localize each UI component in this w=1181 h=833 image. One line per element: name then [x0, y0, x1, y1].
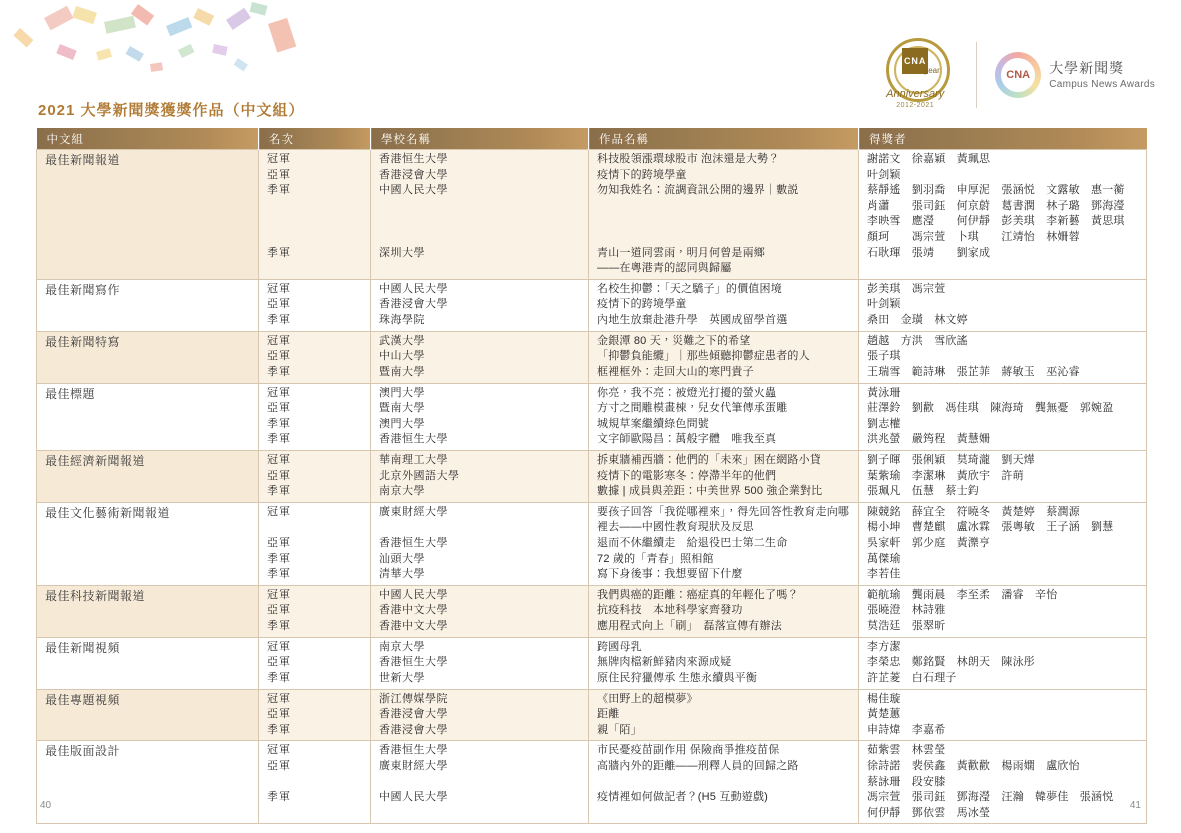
winners-cell-line: 蔡詠珊 段安膝 [867, 775, 946, 788]
table-row [37, 741, 1147, 824]
spacer-line [267, 199, 362, 215]
winners-cell-line: 石耿琿 張靖 劉家成 [867, 246, 991, 259]
winners-cell-line: 劉志權 [867, 417, 901, 430]
school-cell [371, 150, 589, 280]
work-cell-line: 金銀潭 80 天，災難之下的希望 [597, 334, 751, 347]
cna-badge-icon [995, 52, 1041, 98]
school-cell-line: 浙江傳媒學院 [379, 692, 448, 705]
category-cell: 最佳文化藝術新聞報道 [37, 502, 259, 585]
rank-cell-line: 季軍 [267, 552, 291, 565]
spacer-line [267, 520, 362, 536]
spacer-line [379, 775, 580, 791]
school-cell-line: 香港浸會大學 [379, 723, 448, 736]
column-header-winners: 得獎者 [859, 128, 1147, 150]
spacer-line [267, 806, 362, 822]
work-cell [589, 741, 859, 824]
winners-cell-line: 蔡靜遙 劉羽喬 申厚泥 張涵悦 文露敏 惠一蘅 [867, 184, 1125, 197]
rank-cell [259, 585, 371, 637]
spacer-line [597, 775, 850, 791]
work-cell [589, 383, 859, 450]
cna-logo-zh: 大學新聞獎 [1049, 59, 1125, 76]
rank-cell-line: 冠軍 [267, 692, 291, 705]
winners-cell-line: 叶剑颖 [867, 298, 901, 311]
rank-cell-line: 亞軍 [267, 537, 291, 550]
winners-cell-line: 李若佳 [867, 568, 901, 581]
category-cell: 最佳專題視頻 [37, 689, 259, 741]
winners-cell-line: 許芷菱 白石理子 [867, 671, 957, 684]
category-cell: 最佳新聞特寫 [37, 331, 259, 383]
spacer-line [867, 261, 1138, 277]
work-cell-line: 要孩子回答「我從哪裡來」，得先回答性教育走向哪 [597, 505, 850, 518]
school-cell-line: 香港浸會大學 [379, 298, 448, 311]
school-cell-line: 南京大學 [379, 640, 425, 653]
school-cell [371, 383, 589, 450]
logo-divider [976, 42, 977, 108]
rank-cell-line: 季軍 [267, 417, 291, 430]
winners-cell [859, 150, 1147, 280]
winners-cell [859, 689, 1147, 741]
rank-cell-line: 亞軍 [267, 168, 291, 181]
work-cell-line: 市民憂疫苗副作用 保險商爭推疫苗保 [597, 744, 780, 757]
work-cell-line: 名校生抑鬱：「天之驕子」的價值困境 [597, 282, 782, 295]
winners-cell [859, 502, 1147, 585]
rank-cell-line: 季軍 [267, 485, 291, 498]
category-cell: 最佳經濟新聞報道 [37, 450, 259, 502]
school-cell [371, 741, 589, 824]
work-cell-line: 裡去——中國性教育現狀及反思 [597, 521, 754, 534]
winners-cell-line: 顏珂 馮宗萱 卜琪 江靖怡 林姍蓉 [867, 231, 1080, 244]
rank-cell-line: 亞軍 [267, 759, 291, 772]
rank-cell-line: 冠軍 [267, 386, 291, 399]
rank-cell-line: 亞軍 [267, 298, 291, 311]
work-cell-line: 勿知我姓名：流調資訊公開的邊界｜數説 [597, 184, 799, 197]
school-cell-line: 暨南大學 [379, 365, 425, 378]
rank-cell [259, 450, 371, 502]
rank-cell-line: 亞軍 [267, 708, 291, 721]
table-row [37, 279, 1147, 331]
school-cell-line: 南京大學 [379, 485, 425, 498]
winners-cell-line: 李榮忠 鄭銘賢 林朗天 陳泳彤 [867, 656, 1035, 669]
anniversary-cna-mark: CNA [902, 48, 928, 74]
rank-cell [259, 279, 371, 331]
winners-cell [859, 331, 1147, 383]
category-cell: 最佳新聞寫作 [37, 279, 259, 331]
rank-cell [259, 383, 371, 450]
school-cell [371, 637, 589, 689]
school-cell [371, 502, 589, 585]
work-cell-line: 我們與癌的距離：癌症真的年輕化了嗎？ [597, 588, 799, 601]
winners-cell-line: 徐詩諾 裴侯鑫 黃歡歡 楊雨嫻 盧欣怡 [867, 759, 1080, 772]
school-cell-line: 香港恒生大學 [379, 656, 448, 669]
work-cell-line: 你亮，我不亮：被燈光打擾的螢火蟲 [597, 386, 777, 399]
rank-cell [259, 637, 371, 689]
school-cell-line: 北京外國語大學 [379, 469, 460, 482]
work-cell-line: 拆東牆補西牆：他們的「未來」困在網路小貸 [597, 453, 821, 466]
work-cell [589, 585, 859, 637]
table-header-row [37, 128, 1147, 150]
anniversary-logo [872, 36, 958, 114]
category-cell: 最佳版面設計 [37, 741, 259, 824]
winners-cell-line: 肖瀟 張司鈺 何京蔚 葛書潤 林子璐 鄧海瀅 [867, 199, 1125, 212]
work-cell-line: 疫情裡如何做記者？(H5 互動遊戲) [597, 791, 769, 804]
table-row [37, 331, 1147, 383]
rank-cell-line: 季軍 [267, 568, 291, 581]
rank-cell-line: 季軍 [267, 671, 291, 684]
cna-logo-en: Campus News Awards [1049, 78, 1155, 90]
school-cell-line: 澳門大學 [379, 417, 425, 430]
winners-cell-line: 桑田 金璜 林文婷 [867, 314, 968, 327]
school-cell-line: 武漢大學 [379, 334, 425, 347]
page-number-left: 40 [40, 800, 52, 811]
school-cell-line: 中國人民大學 [379, 791, 448, 804]
school-cell-line: 中山大學 [379, 350, 425, 363]
column-header-work: 作品名稱 [589, 128, 859, 150]
rank-cell [259, 502, 371, 585]
winners-cell-line: 彭美琪 馮宗萱 [867, 282, 946, 295]
rank-cell-line: 季軍 [267, 314, 291, 327]
page-number-right: 41 [1129, 800, 1141, 811]
page-title: 2021 大學新聞獎獲獎作品（中文組） [38, 102, 305, 119]
anniversary-word: Anniversary [886, 88, 945, 100]
winners-cell-line: 劉子暉 張俐穎 莫琦瀧 劉天燁 [867, 453, 1035, 466]
rank-cell-line: 冠軍 [267, 334, 291, 347]
work-cell-line: 距離 [597, 708, 620, 721]
school-cell-line: 中國人民大學 [379, 282, 448, 295]
spacer-line [267, 261, 362, 277]
winners-cell-line: 馮宗萱 張司鈺 鄧海瀅 汪瀚 韓夢佳 張涵悦 [867, 791, 1114, 804]
work-cell-line: 應用程式向上「刷」 磊落宣傳有辦法 [597, 620, 782, 633]
rank-cell-line: 亞軍 [267, 350, 291, 363]
work-cell-line: 內地生放棄赴港升學 英國成留學首選 [597, 314, 788, 327]
winners-cell-line: 張曉澄 林詩雅 [867, 604, 946, 617]
category-cell: 最佳科技新聞報道 [37, 585, 259, 637]
winners-cell-line: 申詩煒 李嘉希 [867, 723, 946, 736]
table-header [37, 128, 1147, 150]
school-cell-line: 暨南大學 [379, 402, 425, 415]
work-cell-line: 寫下身後事：我想要留下什麼 [597, 568, 743, 581]
table-row [37, 150, 1147, 280]
winners-cell-line: 陳競銘 薛宜全 符曉冬 黃楚婷 蔡潤源 [867, 505, 1080, 518]
school-cell-line: 香港恒生大學 [379, 153, 448, 165]
work-cell-line: 青山一道同雲雨，明月何曾是兩鄉 [597, 246, 765, 259]
spacer-line [379, 261, 580, 277]
work-cell [589, 689, 859, 741]
school-cell [371, 585, 589, 637]
rank-cell-line: 冠軍 [267, 744, 291, 757]
rank-cell-line: 亞軍 [267, 402, 291, 415]
school-cell-line: 清華大學 [379, 568, 425, 581]
confetti-decoration [0, 0, 420, 110]
work-cell-line: 親「陌」 [597, 723, 642, 736]
spacer-line [597, 230, 850, 246]
winners-cell-line: 葉紫瑜 李潔琳 黃欣宇 許萌 [867, 469, 1024, 482]
rank-cell-line: 季軍 [267, 620, 291, 633]
work-cell-line: 72 歲的「青春」照相館 [597, 552, 714, 565]
cna-badge-text: CNA [1001, 58, 1035, 92]
category-cell: 最佳新聞報道 [37, 150, 259, 280]
school-cell-line: 香港浸會大學 [379, 708, 448, 721]
work-cell-line: 框裡框外：走回大山的寒門貴子 [597, 365, 754, 378]
rank-cell-line: 季軍 [267, 246, 291, 259]
spacer-line [597, 806, 850, 822]
column-header-category: 中文組 [37, 128, 259, 150]
spacer-line [379, 214, 580, 230]
winners-cell-line: 張珮凡 伍慧 蔡士鈞 [867, 485, 979, 498]
winners-cell [859, 741, 1147, 824]
winners-cell-line: 範航瑜 龔雨晨 李至柔 潘睿 辛怡 [867, 588, 1058, 601]
winners-cell-line: 莫浩廷 張翠昕 [867, 620, 946, 633]
work-cell-line: 《田野上的超模夢》 [597, 692, 698, 705]
work-cell-line: 科技股領漲環球股市 泡沫還是大勢？ [597, 153, 780, 165]
school-cell-line: 汕頭大學 [379, 552, 425, 565]
work-cell-line: 跨國母乳 [597, 640, 642, 653]
work-cell [589, 450, 859, 502]
table-row [37, 383, 1147, 450]
work-cell-line: 無牌肉檔新鮮豬肉來源成疑 [597, 656, 732, 669]
winners-cell [859, 383, 1147, 450]
spacer-line [597, 214, 850, 230]
work-cell-line: 高牆內外的距離——刑釋人員的回歸之路 [597, 759, 799, 772]
work-cell-line: 方寸之間雕模畫棟，兒女代筆傳承蛋雕 [597, 402, 788, 415]
winners-cell-line: 叶剑颖 [867, 168, 901, 181]
winners-cell-line: 黃泳珊 [867, 386, 901, 399]
work-cell-line: 原住民狩獵傳承 生態永續與平衡 [597, 671, 758, 684]
spacer-line [379, 806, 580, 822]
school-cell [371, 450, 589, 502]
winners-cell [859, 585, 1147, 637]
spacer-line [597, 199, 850, 215]
rank-cell-line: 亞軍 [267, 604, 291, 617]
rank-cell-line: 季軍 [267, 723, 291, 736]
work-cell-line: 疫情下的跨境學童 [597, 168, 687, 181]
work-cell [589, 331, 859, 383]
cna-logo [995, 52, 1155, 98]
school-cell-line: 香港浸會大學 [379, 168, 448, 181]
column-header-rank: 名次 [259, 128, 371, 150]
school-cell-line: 香港恒生大學 [379, 537, 448, 550]
table-row [37, 689, 1147, 741]
category-cell: 最佳標題 [37, 383, 259, 450]
spacer-line [267, 230, 362, 246]
rank-cell-line: 冠軍 [267, 640, 291, 653]
school-cell-line: 世新大學 [379, 671, 425, 684]
school-cell-line: 廣東財經大學 [379, 759, 448, 772]
work-cell-line: 疫情下的跨境學童 [597, 298, 687, 311]
work-cell-line: 文字師歐陽昌：萬般字體 唯我至真 [597, 433, 777, 446]
school-cell-line: 中國人民大學 [379, 184, 448, 197]
rank-cell [259, 741, 371, 824]
rank-cell-line: 季軍 [267, 184, 291, 197]
winners-cell-line: 吳家軒 郭少庭 黃濼亨 [867, 537, 991, 550]
work-cell-line: ——在粵港青的認同與歸屬 [597, 262, 732, 275]
table-row [37, 502, 1147, 585]
winners-cell-line: 楊佳璇 [867, 692, 901, 705]
school-cell-line: 香港恒生大學 [379, 433, 448, 446]
school-cell-line: 廣東財經大學 [379, 505, 448, 518]
rank-cell [259, 331, 371, 383]
winners-cell-line: 楊小坤 曹楚麒 盧冰霖 張粵敏 王子涵 劉慧 [867, 521, 1114, 534]
winners-cell-line: 李方潔 [867, 640, 901, 653]
awards-table [36, 128, 1147, 824]
winners-cell [859, 637, 1147, 689]
rank-cell-line: 季軍 [267, 365, 291, 378]
school-cell-line: 香港中文大學 [379, 604, 448, 617]
rank-cell-line: 季軍 [267, 791, 291, 804]
school-cell [371, 689, 589, 741]
winners-cell-line: 黃楚蕙 [867, 708, 901, 721]
spacer-line [379, 520, 580, 536]
work-cell-line: 數據 | 成員與差距：中美世界 500 強企業對比 [597, 485, 823, 498]
rank-cell-line: 亞軍 [267, 656, 291, 669]
anniversary-years: 2012-2021 [896, 102, 935, 109]
work-cell [589, 150, 859, 280]
spacer-line [379, 230, 580, 246]
school-cell [371, 331, 589, 383]
rank-cell [259, 689, 371, 741]
spacer-line [267, 214, 362, 230]
school-cell [371, 279, 589, 331]
rank-cell-line: 季軍 [267, 433, 291, 446]
winners-cell [859, 450, 1147, 502]
winners-cell-line: 謝諾文 徐嘉穎 黃珮思 [867, 153, 991, 165]
winners-cell-line: 莊澤鈴 劉歡 馮佳琪 陳海琦 龔無憂 郭婉盈 [867, 402, 1114, 415]
column-header-school: 學校名稱 [371, 128, 589, 150]
spacer-line [267, 775, 362, 791]
winners-cell-line: 李映雪 應瀅 何伊靜 彭美琪 李新藝 黃思琪 [867, 215, 1125, 228]
table-row [37, 585, 1147, 637]
work-cell-line: 疫情下的電影寒冬：停滯半年的他們 [597, 469, 777, 482]
winners-cell-line: 何伊靜 鄧依雲 馬冰瑩 [867, 806, 991, 819]
rank-cell-line: 冠軍 [267, 588, 291, 601]
winners-cell-line: 茹紫雲 林雲瑩 [867, 744, 946, 757]
school-cell-line: 香港恒生大學 [379, 744, 448, 757]
work-cell [589, 637, 859, 689]
work-cell-line: 城規草案繼續綠色問號 [597, 417, 709, 430]
rank-cell [259, 150, 371, 280]
table-row [37, 637, 1147, 689]
logo-group [872, 36, 1155, 114]
winners-cell-line: 萬傑瑜 [867, 552, 901, 565]
table-row [37, 450, 1147, 502]
work-cell [589, 502, 859, 585]
school-cell-line: 華南理工大學 [379, 453, 448, 466]
work-cell-line: 抗疫科技 本地科學家齊發功 [597, 604, 743, 617]
school-cell-line: 珠海學院 [379, 314, 425, 327]
winners-cell-line: 王瑞雪 範詩琳 張芷菲 蔣敏玉 巫沁睿 [867, 365, 1080, 378]
school-cell-line: 深圳大學 [379, 246, 425, 259]
rank-cell-line: 冠軍 [267, 453, 291, 466]
table-body [37, 150, 1147, 824]
work-cell-line: 退而不休繼續走 給退役巴士第二生命 [597, 537, 788, 550]
rank-cell-line: 冠軍 [267, 282, 291, 295]
rank-cell-line: 亞軍 [267, 469, 291, 482]
rank-cell-line: 冠軍 [267, 505, 291, 518]
school-cell-line: 澳門大學 [379, 386, 425, 399]
school-cell-line: 香港中文大學 [379, 620, 448, 633]
school-cell-line: 中國人民大學 [379, 588, 448, 601]
work-cell-line: 「抑鬱負能纜」｜那些傾聽抑鬱症患者的人 [597, 350, 810, 363]
winners-cell [859, 279, 1147, 331]
winners-cell-line: 張子琪 [867, 350, 901, 363]
rank-cell-line: 冠軍 [267, 153, 291, 165]
spacer-line [379, 199, 580, 215]
winners-cell-line: 洪兆螢 嚴筠程 黃慧姍 [867, 433, 991, 446]
winners-cell-line: 趙越 方洪 雪欣謠 [867, 334, 968, 347]
work-cell [589, 279, 859, 331]
category-cell: 最佳新聞視頻 [37, 637, 259, 689]
anniversary-year-word: year [924, 66, 940, 75]
